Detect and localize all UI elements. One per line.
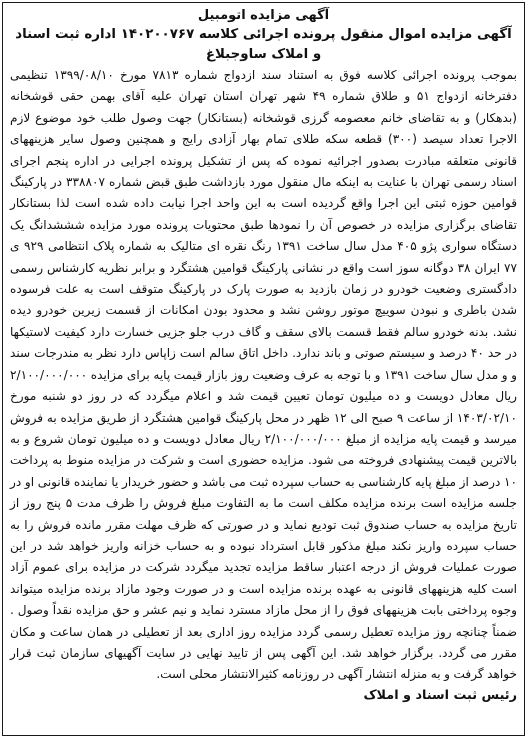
notice-body: بموجب پرونده اجرائی کلاسه فوق به استناد سند ازدواج شماره ۷۸۱۳ مورخ ۱۳۹۹/۰۸/۱۰ تنظیمی دفترخانه ازدواج ۵۱ و طلاق شماره ۴۹ شهر تهران استان تهران علیه آقای بهمن حقی قوشخانه (بدهکار) و به تقاضای خانم معصومه گرزی قوشخانه (بستانکار) جهت وصول طلب خود موضوع لازم الاجرا تعداد سیصد (۳۰۰) قطعه سکه طلای تمام بهار آزادی رایج و همچنین وصول سایر هزینههای قانونی متعلقه مبادرت بصدور اجرائیه نموده که پس از تشکیل پرونده اجرایی در اداره پنجم اجرای اسناد رسمی تهران با عنایت به اینکه مال منقول مورد بازداشت طبق قبض شماره ۳۳۸۸۰۷ در پارکینگ قوامین حوزه ثبتی این اجرا واقع گردیده است به این واحد اجرا نیابت داده شده است لذا بستانکار تقاضای برگزاری مزایده در خصوص آن را نمودها طبق محتویات پرونده مورد مزایده شششدانگ یک دستگاه سواری پژو ۴۰۵ مدل سال ساخت ۱۳۹۱ رنگ نقره ای متالیک به شماره پلاک انتظامی ۹۲۹ ی ۷۷ ایران ۳۸ دوگانه سوز است واقع در نشانی پارکینگ قوامین هشتگرد و برابر نظریه کارشناس رسمی دادگستری وضعیت خودرو در زمان بازدید به صورت پارک در پارکینگ متوقف است به علت فرسوده شدن باطری و نبودن سوییچ موتور روشن نشد و محدود بودن امکانات از قسمت زیرین خودرو دیده نشد. بدنه خودرو سالم فقط قسمت بالای سقف و گاف درب جلو جزیی خسارت دارد کیفیت لاستیکها در حد ۴۰ درصد و سیستم صوتی و باند ندارد. داخل اتاق سالم است زاپاس دارد نظر به مندرجات سند و و مدل سال ساخت ۱۳۹۱ و با توجه به عرف وضعیت روز بازار قیمت پایه برای مزایده ۲/۱۰۰/۰۰۰/۰۰۰ ریال معادل دویست و ده میلیون تومان تعیین قیمت شد و اعلام میگردد که در روز دو شنبه مورخ ۱۴۰۳/۰۲/۱۰ از ساعت ۹ صبح الی ۱۲ ظهر در محل پارکینگ قوامین هشتگرد از طریق مزایده به فروش میرسد و قیمت پایه مزایده از مبلغ ۲/۱۰۰/۰۰۰/۰۰۰ ریال معادل دویست و ده میلیون تومان شروع و به بالاترین قیمت پیشنهادی فروخته می شود. مزایده حضوری است و شرکت در مزایده منوط به پرداخت ۱۰ درصد از مبلغ پایه کارشناسی به حساب سپرده ثبت می باشد و حضور خریدار یا نماینده قانونی او در جلسه مزایده است برنده مزایده مکلف است ما به التفاوت مبلغ فروش را ظرف مدت ۵ پنج روز از تاریخ مزایده به حساب صندوق ثبت تودیع نماید و در صورتی که ظرف مهلت مقرر مانده فروش را به حساب سپرده واریز نکند مبلغ مذکور قابل استرداد نبوده و به حساب خزانه واریز خواهد شد در این صورت عملیات فروش از درجه اعتبار ساقط مزایده تجدید میگردد شرکت در مزایده برای عموم آزاد است کلیه هزینههای قانونی به عهده برنده مزایده است و در صورت وجود مازاد برنده مزایده میتواند وجوه پرداختی بابت هزینههای فوق را از محل مازاد مسترد نماید و نیم عشر و حق مزایده نقداً وصول . ضمناً چنانچه روز مزایده تعطیل رسمی گردد مزایده روز اداری بعد از تعطیلی در همان ساعت و مکان مقرر می گردد. برگزار خواهد شد. این آگهی پس از تایید نهایی در سایت آگهیهای سازمان ثبت قرار خواهد گرفت و به منزله انتشار آگهی در روزنامه کثیرالانتشار محلی است. [10, 68, 518, 682]
notice-headline: آگهی مزایده اموال منقول پرونده اجرائی کلاسه ۱۴۰۲۰۰۷۶۷ اداره ثبت اسناد و املاک ساوجبلاغ [15, 27, 512, 62]
auction-notice [2, 2, 525, 736]
notice-signature: رئیس ثبت اسناد و املاک [363, 687, 517, 703]
notice-title: آگهی مزایده اتومبیل [197, 8, 330, 23]
